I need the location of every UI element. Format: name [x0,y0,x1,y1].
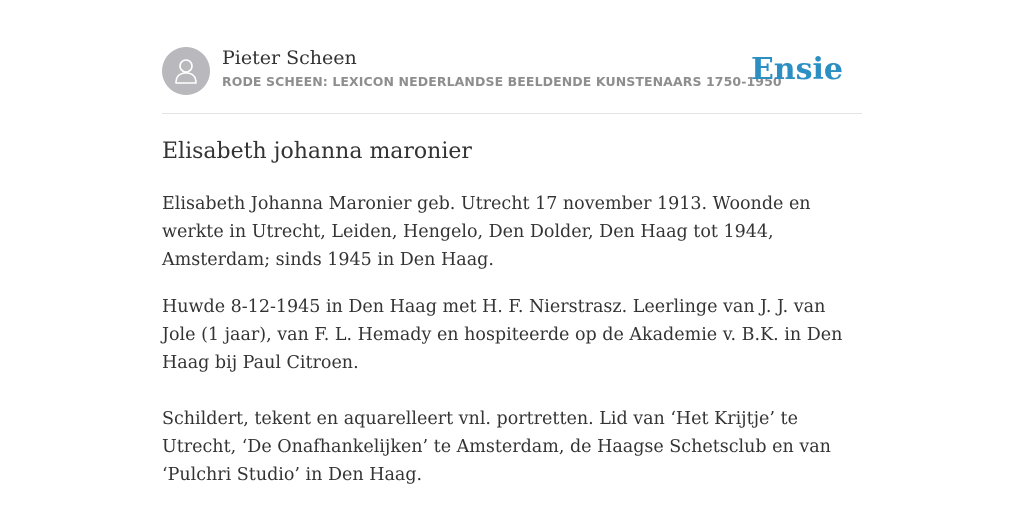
source-title[interactable]: RODE SCHEEN: LEXICON NEDERLANDSE BEELDENDE KUNSTENAARS 1750-1950 [222,74,782,89]
author-avatar[interactable] [162,47,210,95]
ensie-logo[interactable]: Ensie [750,52,843,87]
header-divider [162,113,862,114]
user-icon [173,57,199,85]
article-paragraph: Schildert, tekent en aquarelleert vnl. portretten. Lid van ‘Het Krijtje’ te Utrecht, ‘De Onafhankelijken’ te Amsterdam, de Haagse Schetsclub en van ‘Pulchri Studio’ in Den Haag. [162,409,831,485]
author-name[interactable]: Pieter Scheen [222,47,357,69]
article-paragraph: Huwde 8-12-1945 in Den Haag met H. F. Nierstrasz. Leerlinge van J. J. van Jole (1 jaar), van F. L. Hemady en hospiteerde op de Akademie v. B.K. in Den Haag bij Paul Citroen. [162,297,843,373]
article-paragraph: Elisabeth Johanna Maronier geb. Utrecht 17 november 1913. Woonde en werkte in Utrecht, Leiden, Hengelo, Den Dolder, Den Haag tot 1944, Amsterdam; sinds 1945 in Den Haag. [162,194,811,270]
article-header [162,46,862,96]
article-title: Elisabeth johanna maronier [162,139,472,164]
